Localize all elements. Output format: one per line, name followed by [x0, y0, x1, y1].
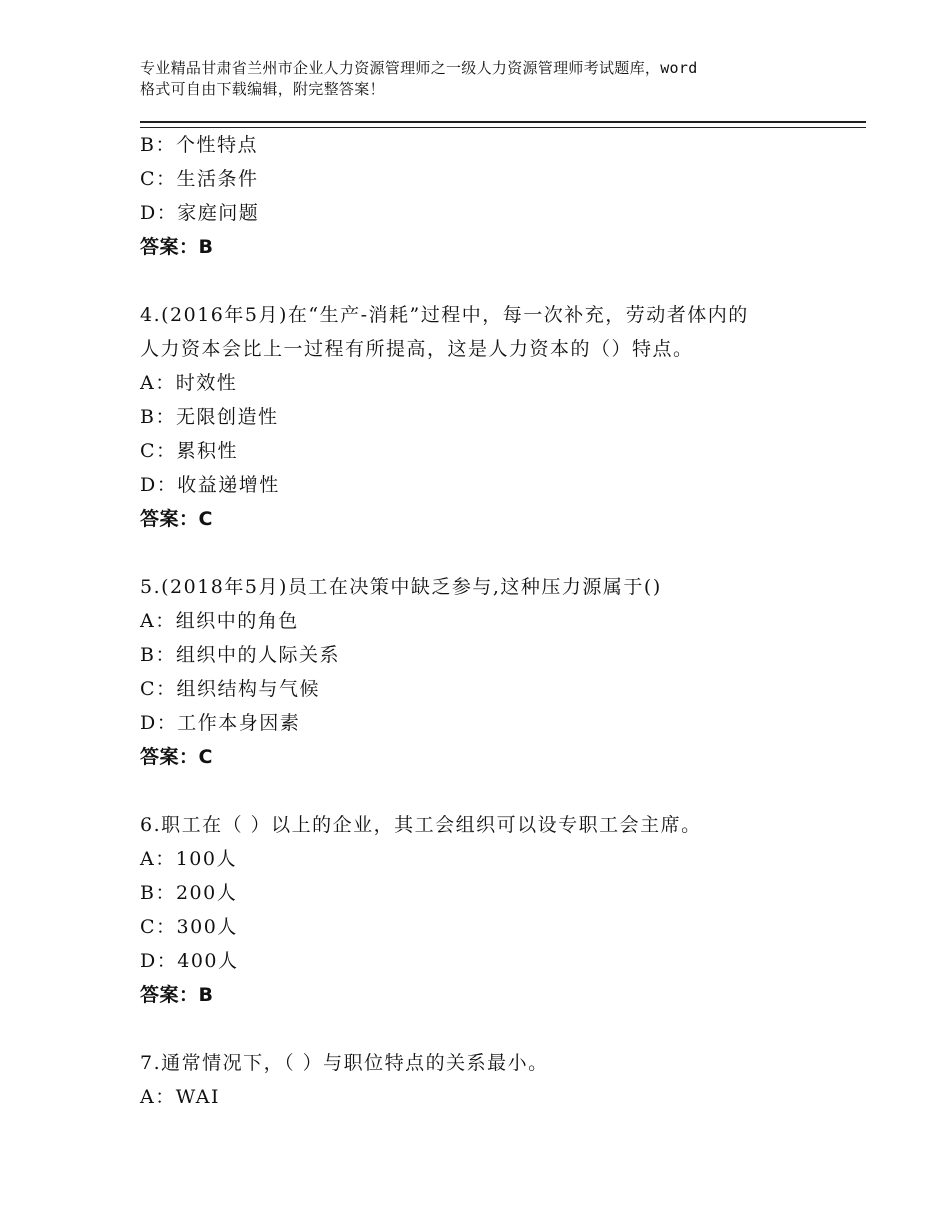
option-d: D：400人: [140, 950, 239, 972]
question-stem: 5.(2018年5月)员工在决策中缺乏参与,这种压力源属于(): [140, 576, 662, 598]
answer: 答案：B: [140, 236, 214, 258]
option-a: A：组织中的角色: [140, 610, 299, 632]
question-stem: 7.通常情况下，（ ）与职位特点的关系最小。: [140, 1052, 549, 1074]
answer: 答案：B: [140, 984, 214, 1006]
option-a: A：100人: [140, 848, 237, 870]
question-6: [140, 808, 840, 1012]
question-stem: 4.(2016年5月)在“生产-消耗”过程中，每一次补充，劳动者体内的: [140, 304, 749, 326]
question-stem: 6.职工在（ ）以上的企业，其工会组织可以设专职工会主席。: [140, 814, 702, 836]
option-c: C：组织结构与气候: [140, 678, 321, 700]
page-header: [140, 58, 830, 100]
option-d: D：工作本身因素: [140, 712, 301, 734]
header-rule: [140, 121, 866, 128]
answer: 答案：C: [140, 746, 213, 768]
option-a: A：WAI: [140, 1086, 221, 1108]
option-d: D：家庭问题: [140, 202, 260, 224]
question-stem: 人力资本会比上一过程有所提高，这是人力资本的（）特点。: [140, 338, 694, 360]
option-c: C：累积性: [140, 440, 239, 462]
option-a: A：时效性: [140, 372, 238, 394]
option-c: C：300人: [140, 916, 238, 938]
question-4: [140, 298, 840, 536]
header-title-line1: 专业精品甘肃省兰州市企业人力资源管理师之一级人力资源管理师考试题库，word: [140, 59, 698, 77]
answer: 答案：C: [140, 508, 213, 530]
option-b: B：无限创造性: [140, 406, 279, 428]
option-b: B：200人: [140, 882, 238, 904]
option-d: D：收益递增性: [140, 474, 280, 496]
question-list: [140, 128, 840, 1114]
question-5: [140, 570, 840, 774]
header-title-line2: 格式可自由下载编辑，附完整答案！: [140, 80, 385, 98]
option-b: B：组织中的人际关系: [140, 644, 340, 666]
option-b: B：个性特点: [140, 134, 258, 156]
question-7: [140, 1046, 840, 1114]
option-c: C：生活条件: [140, 168, 259, 190]
question-3-remainder: [140, 128, 840, 264]
